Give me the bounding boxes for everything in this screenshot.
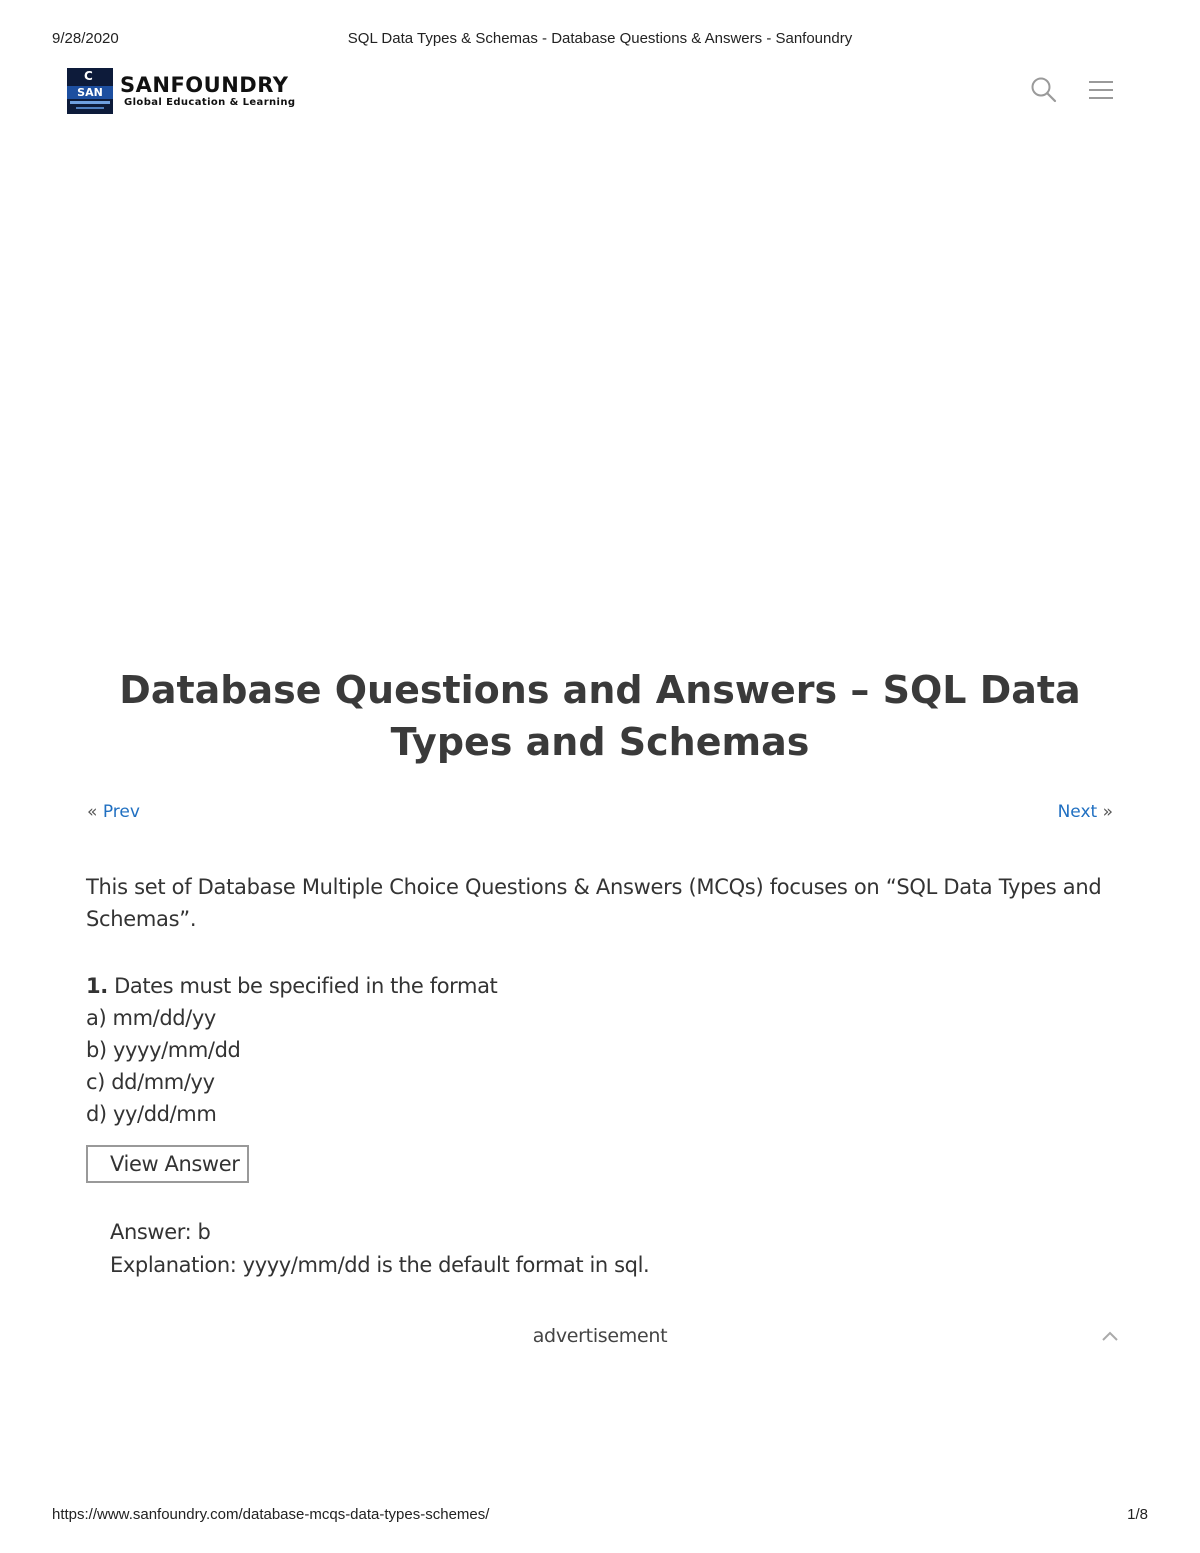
logo-tagline: Global Education & Learning: [124, 97, 296, 108]
chevron-up-icon[interactable]: [1100, 1328, 1120, 1342]
question-stem: [86, 970, 497, 1002]
prev-link[interactable]: Prev: [102, 802, 140, 822]
prev-nav: [87, 802, 140, 822]
advertisement-label: advertisement: [532, 1325, 668, 1347]
explanation-text: Explanation: yyyy/mm/dd is the default format in sql.: [110, 1253, 650, 1277]
question-text: Dates must be specified in the format: [114, 974, 498, 998]
answer-block: [110, 1216, 649, 1282]
logo-mark-text: SAN: [67, 86, 113, 99]
print-header-title: SQL Data Types & Schemas - Database Questions & Answers - Sanfoundry: [347, 30, 853, 47]
logo-mark: [67, 68, 113, 114]
question-1: [86, 970, 497, 1130]
option-a: a) mm/dd/yy: [86, 1006, 216, 1030]
option-b: b) yyyy/mm/dd: [86, 1038, 241, 1062]
answer-text: Answer: b: [110, 1220, 211, 1244]
logo-name: SANFOUNDRY: [120, 73, 289, 97]
page-title: Database Questions and Answers – SQL Data Types and Schemas: [119, 668, 1081, 764]
logo-mark-letter: C: [84, 68, 93, 83]
print-header-date: 9/28/2020: [52, 30, 119, 47]
option-d: d) yy/dd/mm: [86, 1102, 217, 1126]
print-footer-url: https://www.sanfoundry.com/database-mcqs-data-types-schemes/: [52, 1506, 490, 1523]
prev-arrow: «: [87, 802, 98, 822]
option-c: c) dd/mm/yy: [86, 1070, 215, 1094]
search-icon[interactable]: [1030, 76, 1058, 104]
next-link[interactable]: Next: [1057, 802, 1098, 822]
next-nav: [1058, 802, 1113, 822]
view-answer-button[interactable]: View Answer: [86, 1145, 249, 1183]
hamburger-menu-icon[interactable]: [1087, 78, 1115, 102]
next-arrow: »: [1102, 802, 1113, 822]
intro-text: This set of Database Multiple Choice Questions & Answers (MCQs) focuses on “SQL Data Types and Schemas”.: [86, 875, 1102, 931]
site-logo[interactable]: [67, 67, 295, 114]
question-number: 1.: [86, 974, 108, 998]
print-footer-page-number: 1/8: [1127, 1506, 1148, 1523]
